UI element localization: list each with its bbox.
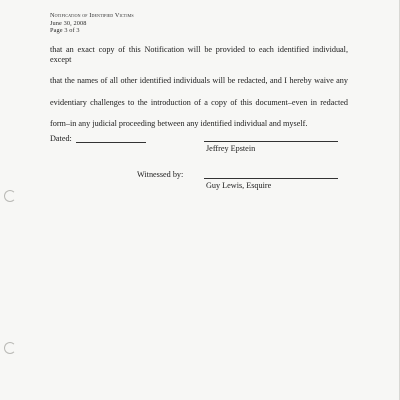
body-line-1: that an exact copy of this Notification will be provided to each identified individual, except — [50, 45, 348, 64]
dated-field — [50, 134, 146, 143]
header-title: Notification of Identified Victims — [50, 12, 134, 19]
dated-label: Dated: — [50, 134, 72, 143]
signer-signature-line — [204, 141, 338, 142]
body-line-3: evidentiary challenges to the introduction of a copy of this document–even in redacted — [50, 97, 348, 107]
dated-blank-line — [76, 134, 146, 143]
signer-name: Jeffrey Epstein — [206, 144, 256, 153]
document-header — [50, 12, 134, 35]
witnessed-label: Witnessed by: — [137, 170, 184, 179]
body-line-4: form–in any judicial proceeding between any identified individual and myself. — [50, 118, 308, 128]
witness-name: Guy Lewis, Esquire — [206, 181, 272, 190]
witness-signature-line — [204, 178, 338, 179]
body-line-2: that the names of all other identified individuals will be redacted, and I hereby waive any — [50, 76, 348, 86]
header-page-number: Page 3 of 3 — [50, 27, 80, 35]
body-paragraph — [50, 45, 348, 140]
header-date: June 30, 2008 — [50, 19, 87, 27]
punch-hole-mark — [4, 190, 16, 202]
punch-hole-mark — [4, 342, 16, 354]
